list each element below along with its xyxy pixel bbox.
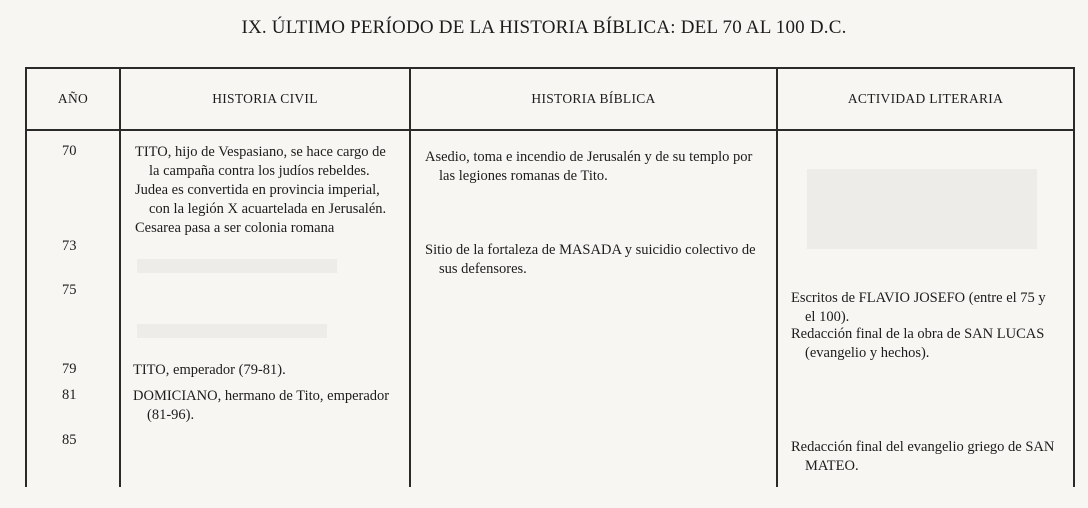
header-divider bbox=[27, 129, 1073, 131]
header-literary: ACTIVIDAD LITERARIA bbox=[847, 91, 1004, 106]
literary-line: Redacción final de la obra de SAN LUCAS bbox=[791, 326, 1045, 342]
biblical-line: las legiones romanas de Tito. bbox=[439, 168, 608, 184]
civil-entry-79 bbox=[133, 361, 405, 380]
literary-entry-75-josefo bbox=[791, 289, 1071, 327]
literary-entry-85 bbox=[791, 438, 1071, 476]
column-divider-civil bbox=[409, 69, 411, 487]
civil-line: con la legión X acuartelada en Jerusalén. bbox=[149, 201, 387, 217]
header-year: AÑO bbox=[57, 91, 89, 106]
biblical-line: Asedio, toma e incendio de Jerusalén y de su templo por bbox=[425, 149, 753, 165]
year-85: 85 bbox=[62, 432, 77, 448]
biblical-entry-70 bbox=[425, 148, 770, 186]
biblical-entry-73 bbox=[425, 241, 770, 279]
civil-line: Cesarea pasa a ser colonia romana bbox=[135, 220, 335, 236]
biblical-line: sus defensores. bbox=[439, 261, 527, 277]
civil-line: (81-96). bbox=[147, 407, 195, 423]
column-divider-year bbox=[119, 69, 121, 487]
literary-line: el 100). bbox=[805, 309, 850, 325]
header-civil: HISTORIA CIVIL bbox=[212, 91, 318, 106]
civil-line: Judea es convertida en provincia imperial, bbox=[135, 182, 380, 198]
scan-residue bbox=[137, 324, 327, 338]
civil-line: TITO, hijo de Vespasiano, se hace cargo de bbox=[135, 144, 386, 160]
literary-entry-75-lucas bbox=[791, 325, 1071, 363]
literary-line: Escritos de FLAVIO JOSEFO (entre el 75 y bbox=[791, 290, 1046, 306]
chronology-table bbox=[25, 67, 1075, 487]
literary-line: MATEO. bbox=[805, 458, 859, 474]
scan-residue bbox=[807, 169, 1037, 249]
page-title: IX. ÚLTIMO PERÍODO DE LA HISTORIA BÍBLICA: DEL 70 AL 100 D.C. bbox=[241, 17, 847, 38]
column-divider-biblical bbox=[776, 69, 778, 487]
biblical-line: Sitio de la fortaleza de MASADA y suicidio colectivo de bbox=[425, 242, 756, 258]
year-81: 81 bbox=[62, 387, 77, 403]
scan-residue bbox=[137, 259, 337, 273]
literary-line: Redacción final del evangelio griego de SAN bbox=[791, 439, 1055, 455]
civil-line: TITO, emperador (79-81). bbox=[133, 362, 286, 378]
literary-line: (evangelio y hechos). bbox=[805, 345, 930, 361]
civil-entry-81 bbox=[133, 387, 405, 425]
civil-line: DOMICIANO, hermano de Tito, emperador bbox=[133, 388, 390, 404]
year-75: 75 bbox=[62, 282, 77, 298]
year-70: 70 bbox=[62, 143, 77, 159]
year-73: 73 bbox=[62, 238, 77, 254]
year-79: 79 bbox=[62, 361, 77, 377]
header-biblical: HISTORIA BÍBLICA bbox=[531, 91, 656, 106]
civil-entry-70 bbox=[135, 143, 407, 238]
civil-line: la campaña contra los judíos rebeldes. bbox=[149, 163, 370, 179]
